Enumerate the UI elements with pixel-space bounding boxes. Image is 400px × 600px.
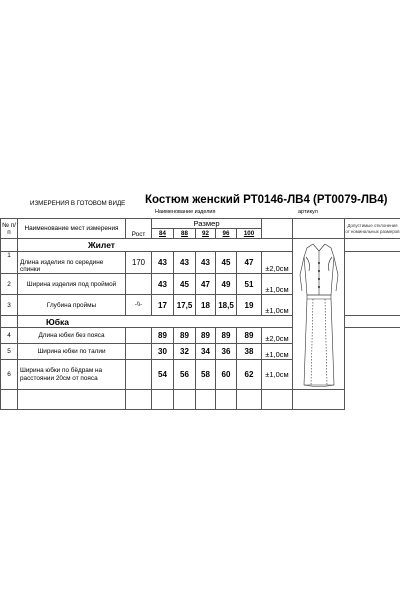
row-value-92: 18 <box>196 295 216 316</box>
row-value-96: 18,5 <box>216 295 237 316</box>
row-value-84: 43 <box>152 274 174 295</box>
row-value-92: 34 <box>196 344 216 360</box>
row-value-84: 43 <box>152 252 174 274</box>
row-value-96: 36 <box>216 344 237 360</box>
header-article-label: артикул <box>298 209 318 215</box>
section-title-skirt: Юбка <box>18 316 293 328</box>
row-tolerance: ±2,0см <box>262 252 293 274</box>
row-value-100: 89 <box>237 328 262 344</box>
garment-sketch-icon <box>295 241 343 390</box>
row-value-84: 30 <box>152 344 174 360</box>
row-name: Длина изделия по середине спинки <box>18 252 126 274</box>
row-height: -\\- <box>126 295 152 316</box>
row-value-100: 19 <box>237 295 262 316</box>
row-value-84: 17 <box>152 295 174 316</box>
row-value-100: 51 <box>237 274 262 295</box>
row-height <box>126 274 152 295</box>
header-row-top <box>1 219 400 229</box>
row-value-84: 54 <box>152 360 174 390</box>
row-value-92: 89 <box>196 328 216 344</box>
size-header-88: 88 <box>174 229 196 239</box>
garment-sketch-cell <box>293 239 345 390</box>
col-header-height: Рост <box>126 219 152 239</box>
col-header-size-group: Размер <box>152 219 262 229</box>
row-height <box>126 328 152 344</box>
row-value-88: 43 <box>174 252 196 274</box>
row-value-92: 43 <box>196 252 216 274</box>
row-value-96: 60 <box>216 360 237 390</box>
col-header-blank-2 <box>293 219 345 239</box>
row-tolerance: ±1,0см <box>262 274 293 295</box>
size-header-92: 92 <box>196 229 216 239</box>
section-row-vest <box>1 239 400 252</box>
row-name: Глубина проймы <box>18 295 126 316</box>
row-value-96: 45 <box>216 252 237 274</box>
row-tolerance: ±2,0см <box>262 328 293 344</box>
row-name: Длина юбки без пояса <box>18 328 126 344</box>
row-height <box>126 360 152 390</box>
row-num: 1 <box>1 252 18 274</box>
row-num: 6 <box>1 360 18 390</box>
row-height: 170 <box>126 252 152 274</box>
row-value-88: 45 <box>174 274 196 295</box>
row-name: Ширина юбки по талии <box>18 344 126 360</box>
row-num: 4 <box>1 328 18 344</box>
row-tolerance: ±1,0см <box>262 344 293 360</box>
row-value-100: 38 <box>237 344 262 360</box>
header-product-name-label: Наименование изделия <box>155 209 216 215</box>
row-num: 3 <box>1 295 18 316</box>
size-header-100: 100 <box>237 229 262 239</box>
row-num: 5 <box>1 344 18 360</box>
document-title: Костюм женский РТ0146-ЛВ4 (РТ0079-ЛВ4) <box>145 194 388 206</box>
row-value-84: 89 <box>152 328 174 344</box>
row-value-88: 32 <box>174 344 196 360</box>
row-tolerance: ±1,0см <box>262 360 293 390</box>
row-num: 2 <box>1 274 18 295</box>
col-header-num: № п/п <box>1 219 18 239</box>
row-height <box>126 344 152 360</box>
measurement-table <box>0 218 400 410</box>
row-value-88: 56 <box>174 360 196 390</box>
size-header-84: 84 <box>152 229 174 239</box>
size-header-96: 96 <box>216 229 237 239</box>
section-title-vest: Жилет <box>18 239 293 252</box>
row-name: Ширина изделия под проймой <box>18 274 126 295</box>
row-value-92: 58 <box>196 360 216 390</box>
table-row-empty <box>1 390 400 410</box>
row-value-100: 62 <box>237 360 262 390</box>
row-value-88: 89 <box>174 328 196 344</box>
col-header-blank <box>262 219 293 239</box>
row-value-92: 47 <box>196 274 216 295</box>
row-value-88: 17,5 <box>174 295 196 316</box>
row-value-96: 49 <box>216 274 237 295</box>
row-tolerance: ±1,0см <box>262 295 293 316</box>
header-left-label: ИЗМЕРЕНИЯ В ГОТОВОМ ВИДЕ <box>30 200 126 207</box>
col-header-name: Наименование мест измерения <box>18 219 126 239</box>
col-header-tolerance: Допустимые отклонения от номинальных размеров <box>345 219 400 239</box>
row-value-100: 47 <box>237 252 262 274</box>
row-value-96: 89 <box>216 328 237 344</box>
row-name: Ширина юбки по бёдрам на расстоянии 20см от пояса <box>18 360 126 390</box>
